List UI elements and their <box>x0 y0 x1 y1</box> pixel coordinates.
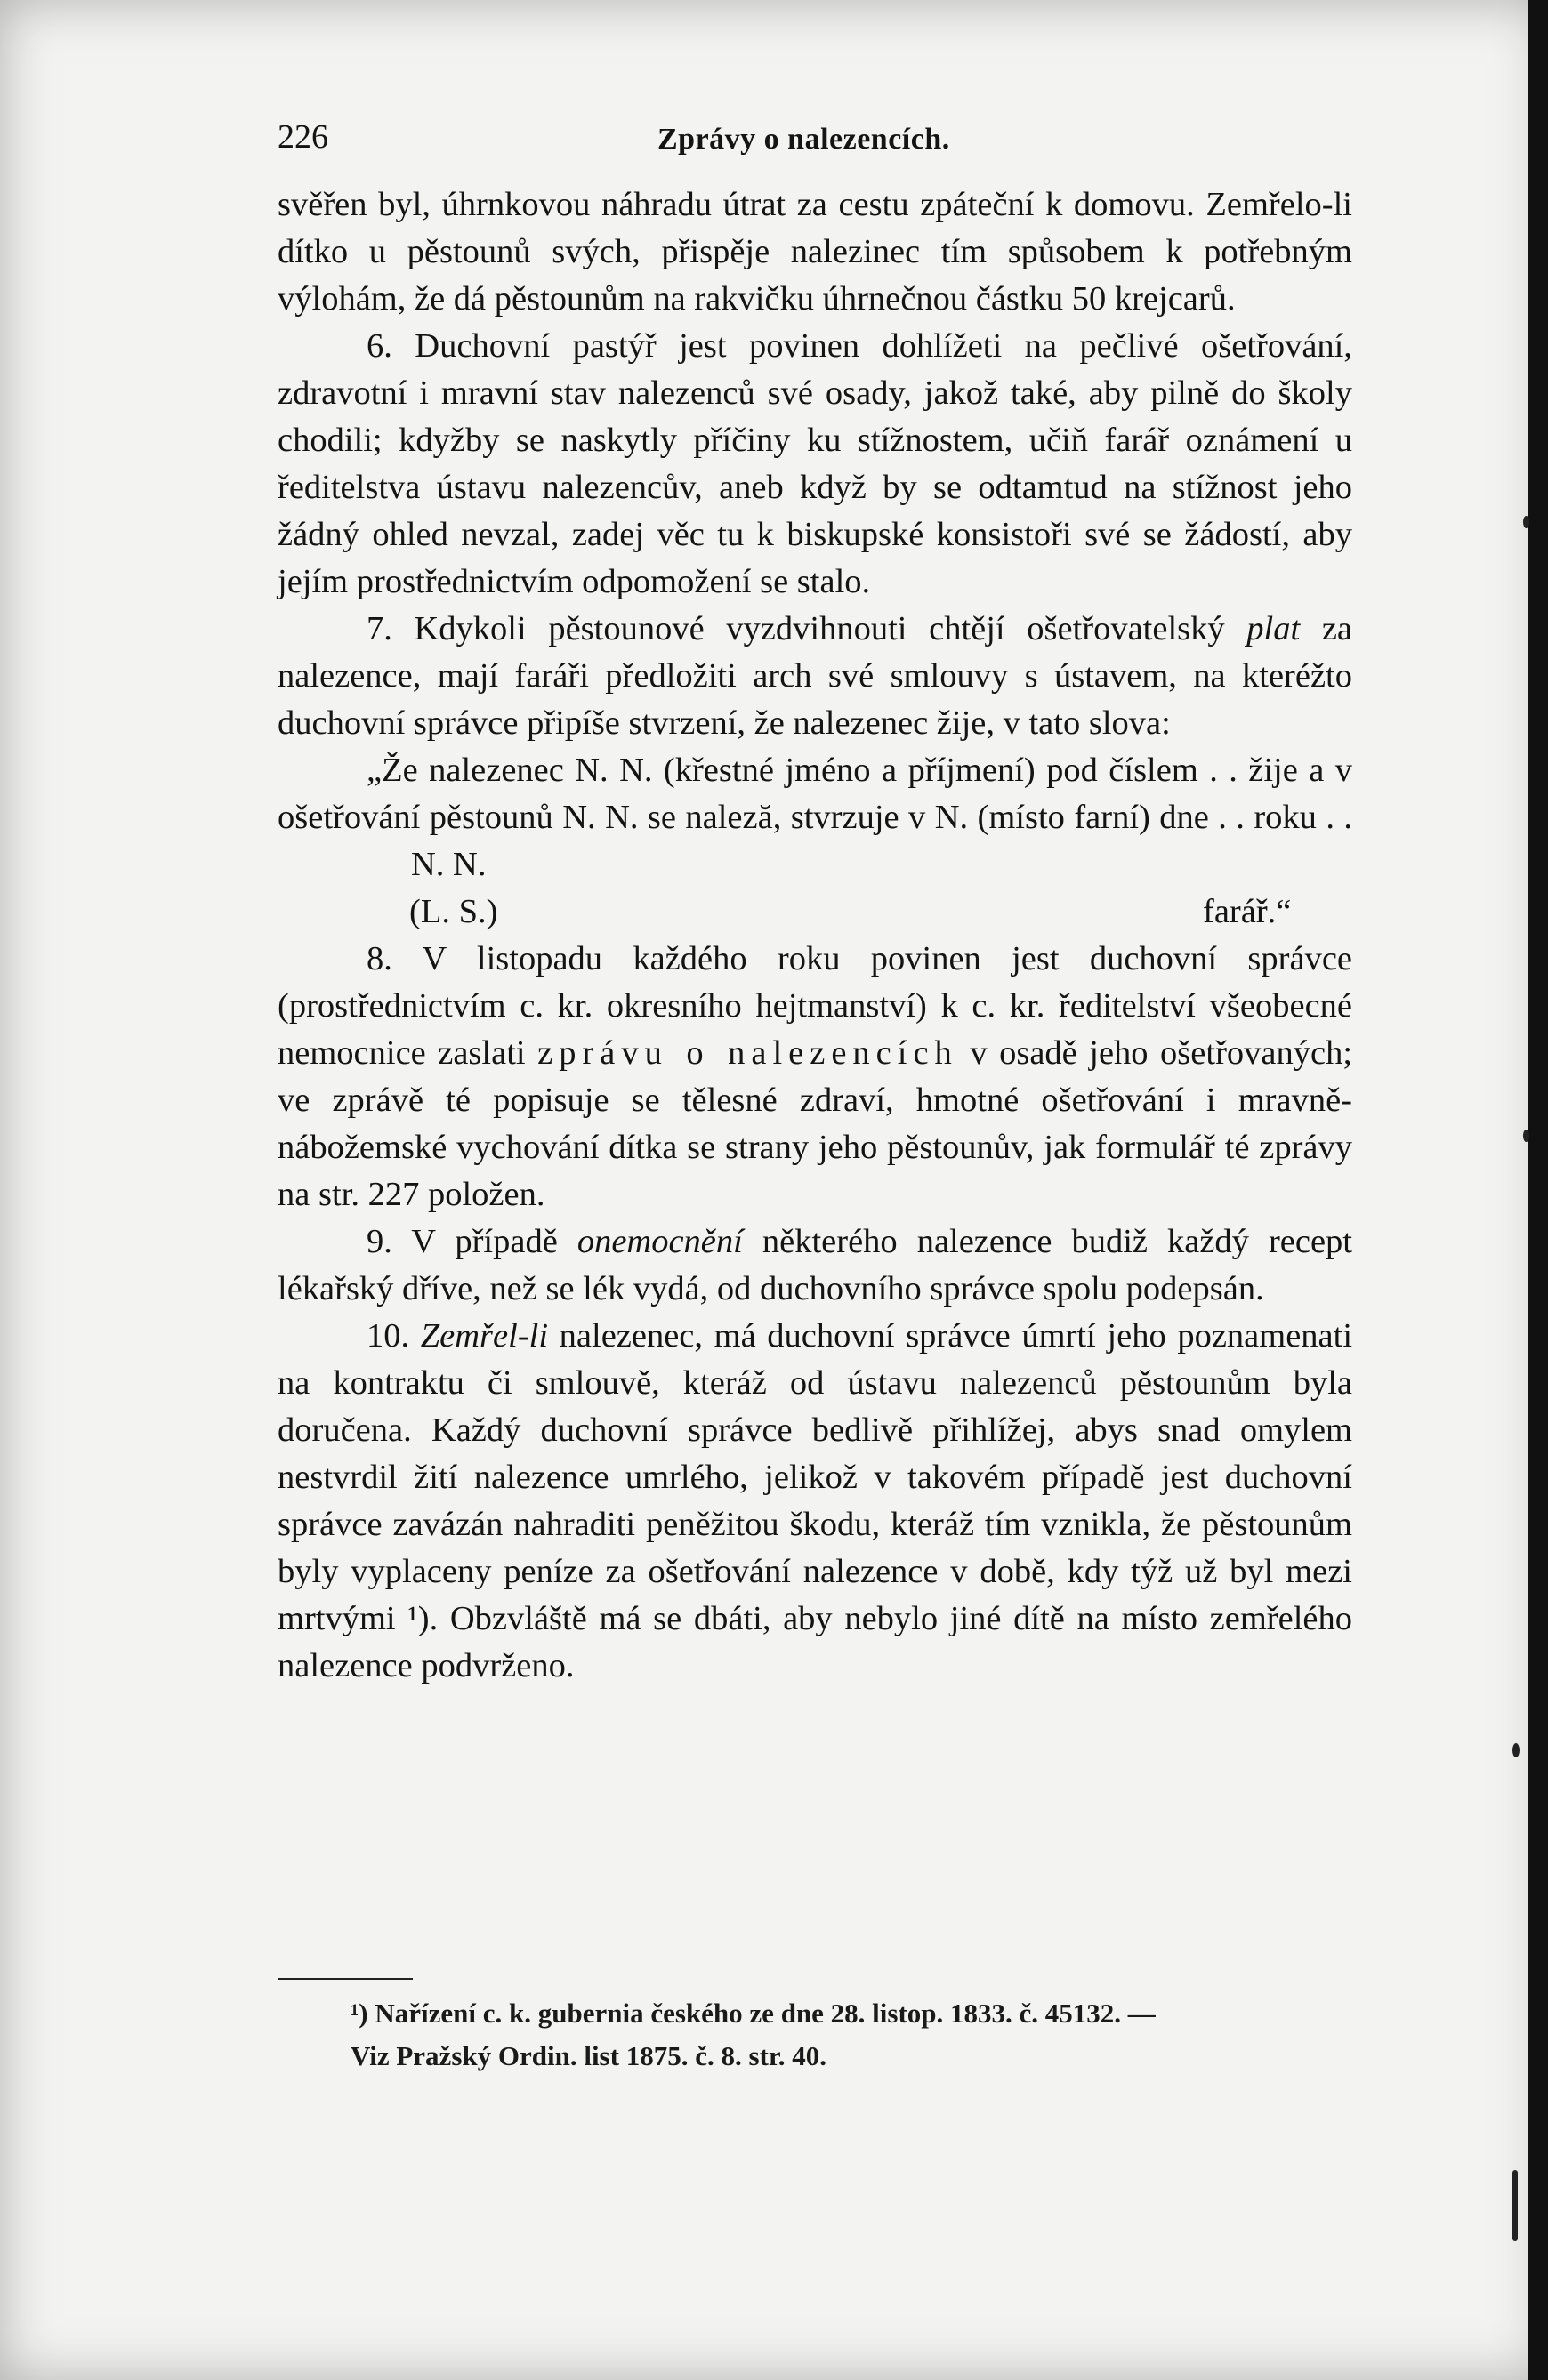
page-edge-shadow <box>1528 0 1548 2380</box>
margin-speck <box>1512 2170 1518 2241</box>
footnote <box>351 1992 1352 2078</box>
certificate-seal-line <box>278 888 1352 936</box>
paragraph-9 <box>278 1218 1352 1313</box>
paragraph-8-spaced: zprávu o nalezencích <box>537 1034 958 1072</box>
seal-ls: (L. S.) <box>409 893 498 930</box>
paragraph-6: 6. Duchovní pastýř jest povinen dohlížeti na pečlivé ošetřování, zdravotní i mravní stav nalezenců své osady, jakož také, aby pilně do školy chodili; kdyžby se naskytly příčiny ku stížnostem, učiň farář oznámení u ředitelstva ústavu nalezencův, aneb když by se odtamtud na stížnost jeho žádný ohled nevzal, zadej věc tu k biskupské konsistoři své se žádostí, aby jejím prostřednictvím odpomožení se stalo. <box>278 327 1352 600</box>
footnote-line-1: ¹) Nařízení c. k. gubernia českého ze dne 28. listop. 1833. č. 45132. — <box>351 1998 1156 2029</box>
running-title: Zprávy o nalezencích. <box>657 123 950 156</box>
margin-speck <box>1523 1130 1529 1142</box>
footnote-rule <box>278 1978 413 1980</box>
paragraph-9-emphasis: onemocnění <box>576 1223 743 1260</box>
paragraph-7 <box>278 606 1352 747</box>
margin-speck <box>1512 1743 1520 1757</box>
certificate-signature-nn: N. N. <box>411 846 487 883</box>
paragraph-7-text-b: za nalezence, mají faráři předložiti arch své smlouvy s ústavem, na kteréžto duchovní správce připíše stvrzení, že nalezenec žije, v tato slova: <box>278 610 1353 742</box>
paragraph-10 <box>278 1313 1352 1690</box>
paragraph-10-emphasis: Zemřel-li <box>420 1317 549 1355</box>
paragraph-10-text-b: nalezenec, má duchovní správce úmrtí jeho poznamenati na kontraktu či smlouvě, kteráž od ústavu nalezenců pěstounům byla doručena. Každý duchovní správce bedlivě přihlížej, abys snad omylem nestvrdil žití nalezence umrlého, jelikož v takovém případě jest duchovní správce zavázán nahraditi peněžitou škodu, kteráž tím vznikla, že pěstounům byly vyplaceny peníze za ošetřování nalezence v době, kdy týž už byl mezi mrtvými ¹). Obzvláště má se dbáti, aby nebylo jiné dítě na místo zemřelého nalezence podvrženo. <box>278 1317 1353 1684</box>
page-header <box>278 117 1352 160</box>
paragraph-9-text-b: některého nalezence budiž každý recept lékařský dříve, než se lék vydá, od duchovního správce spolu podepsán. <box>278 1223 1352 1307</box>
page-number: 226 <box>278 118 328 156</box>
certificate-quote <box>278 747 1352 888</box>
margin-speck <box>1523 516 1529 528</box>
paragraph-10-text-a: 10. <box>367 1317 410 1355</box>
footnote-line-2: Viz Pražský Ordin. list 1875. č. 8. str. 40. <box>351 2040 827 2071</box>
paragraph-7-text-a: 7. Kdykoli pěstounové vyzdvihnouti chtějí ošetřovatelský <box>367 610 1225 647</box>
certificate-quote-text: „Že nalezenec N. N. (křestné jméno a příjmení) pod číslem . . žije a v ošetřování pěstounů N. N. se naleză, stvrzuje v N. (místo farní) dne . . roku . . <box>278 752 1352 836</box>
paragraph-7-emphasis: plat <box>1246 610 1301 647</box>
paragraph-8 <box>278 936 1352 1218</box>
paragraph-8-text-a: 8. V listopadu každého roku povinen jest duchovní správce (prostřednictvím c. kr. okresního hejtmanství) k c. kr. ředitelství všeobecné nemocnice zaslati <box>278 940 1352 1072</box>
body-text <box>278 181 1352 1690</box>
signature-farar: farář.“ <box>1203 893 1292 930</box>
paragraph-continuation: svěřen byl, úhrnkovou náhradu útrat za cestu zpáteční k domovu. Zemřelo-li dítko u pěstounů svých, přispěje nalezinec tím spůsobem k potřebným výlohám, že dá pěstounům na rakvičku úhrnečnou částku 50 krejcarů. <box>278 186 1352 318</box>
paragraph-9-text-a: 9. V případě <box>367 1223 558 1260</box>
paragraph-8-text-b: v osadě jeho ošetřovaných; ve zprávě té popisuje se tělesné zdraví, hmotné ošetřování i mravně-nábožemské vychování dítka se strany jeho pěstounův, jak formulář té zprávy na str. 227 položen. <box>278 1034 1353 1213</box>
